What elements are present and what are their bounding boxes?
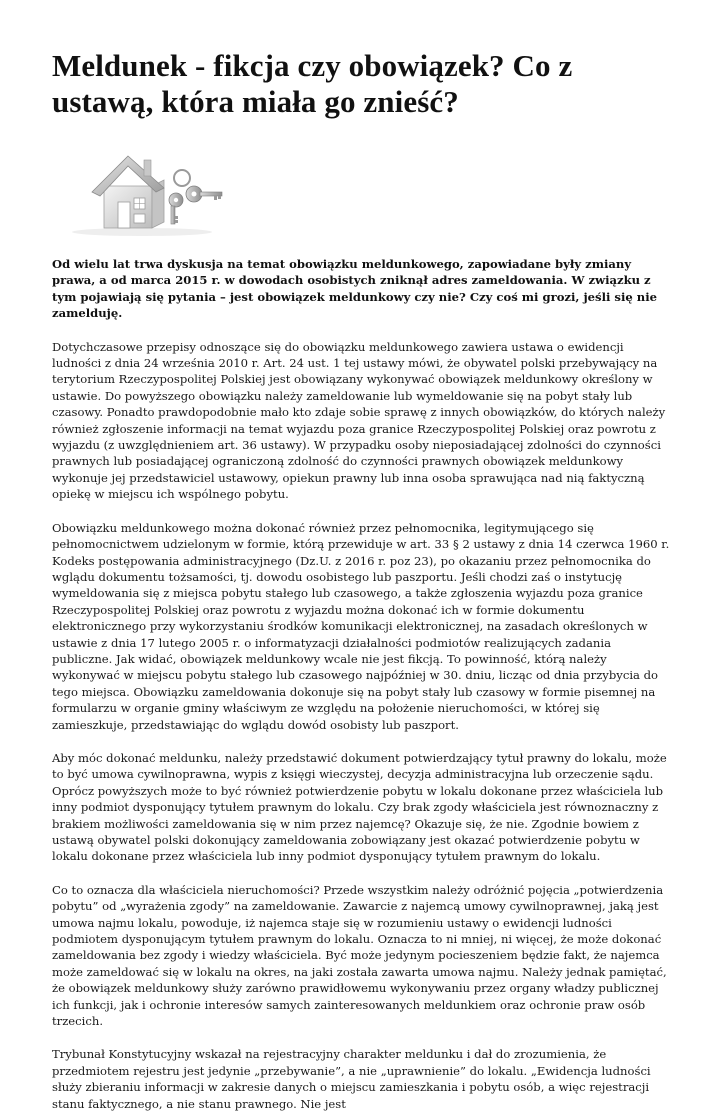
article-title: Meldunek - fikcja czy obowiązek? Co z ustawą, która miała go znieść?	[52, 48, 573, 119]
paragraph-1: Dotychczasowe przepisy odnoszące się do obowiązku meldunkowego zawiera ustawa o ewidencji ludności z dnia 24 września 2010 r. Art. 24 ust. 1 tej ustawy mówi, że obywatel polski przebywający na terytorium Rzeczypospolitej Polskiej jest obowiązany wykonywać obowiązek meldunkowy określony w ustawie. Do powyższego obowiązku należy zameldowanie lub wymeldowanie się na pobyt stały lub czasowy. Ponadto prawdopodobnie mało kto zdaje sobie sprawę z innych obowiązków, do których należy również zgłoszenie informacji na temat wyjazdu poza granice Rzeczypospolitej Polskiej oraz powrotu z wyjazdu (z uwzględnieniem art. 36 ustawy). W przypadku osoby nieposiadającej zdolności do czynności prawnych lub posiadającej ograniczoną zdolność do czynności prawnych obowiązek meldunkowy wykonuje jej przedstawiciel ustawowy, opiekun prawny lub inna osoba sprawująca nad nią faktyczną opiekę w miejscu ich wspólnego pobytu.	[52, 339, 666, 502]
article-lead: Od wielu lat trwa dyskusja na temat obowiązku meldunkowego, zapowiadane były zmiany prawa, a od marca 2015 r. w dowodach osobistych zniknął adres zameldowania. W związku z tym pojawiają się pytania – jest obowiązek meldunkowy czy nie? Czy coś mi grozi, jeśli się nie zamelduję.	[52, 257, 657, 321]
paragraph-4: Co to oznacza dla właściciela nieruchomości? Przede wszystkim należy odróżnić pojęcia „potwierdzenia pobytu” od „wyrażenia zgody” na zameldowanie. Zawarcie z najemcą umowy cywilnoprawnej, jaką jest umowa najmu lokalu, powoduje, iż najemca staje się w rozumieniu ustawy o ewidencji ludności podmiotem dysponującym tytułem prawnym do lokalu. Oznacza to ni mniej, ni więcej, że może dokonać zameldowania bez zgody i wiedzy właściciela. Być może jedynym pocieszeniem będzie fakt, że najemca może zameldować się w lokalu na okres, na jaki została zawarta umowa najmu. Należy jednak pamiętać, że obowiązek meldunkowy służy zarówno prawidłowemu wykonywaniu przez organy władzy publicznej ich funkcji, jak i ochronie interesów samych zainteresowanych meldunkiem oraz ochronie praw osób trzecich.	[52, 882, 667, 1029]
paragraph-2: Obowiązku meldunkowego można dokonać również przez pełnomocnika, legitymującego się pełnomocnictwem udzielonym w formie, którą przewiduje w art. 33 § 2 ustawy z dnia 14 czerwca 1960 r. Kodeks postępowania administracyjnego (Dz.U. z 2016 r. poz 23), po okazaniu przez pełnomocnika do wglądu dokumentu tożsamości, tj. dowodu osobistego lub paszportu. Jeśli chodzi zaś o instytucję wymeldowania się z miejsca pobytu stałego lub czasowego, a także zgłoszenia wyjazdu poza granice Rzeczypospolitej Polskiej oraz powrotu z wyjazdu można dokonać ich w formie dokumentu elektronicznego przy wykorzystaniu środków komunikacji elektronicznej, na zasadach określonych w ustawie z dnia 17 lutego 2005 r. o informatyzacji działalności podmiotów realizujących zadania publiczne. Jak widać, obowiązek meldunkowy wcale nie jest fikcją. To powinność, którą należy wykonywać w miejscu pobytu stałego lub czasowego najpóźniej w 30. dniu, licząc od dnia przybycia do tego miejsca. Obowiązku zameldowania dokonuje się na pobyt stały lub czasowy w formie pisemnej na formularzu w organie gminy właściwym ze względu na położenie nieruchomości, w której się zamieszkuje, przedstawiając do wglądu dowód osobisty lub paszport.	[52, 520, 670, 732]
paragraph-5: Trybunał Konstytucyjny wskazał na rejestracyjny charakter meldunku i dał do zrozumienia, że przedmiotem rejestru jest jedynie „przebywanie”, a nie „uprawnienie” do lokalu. „Ewidencja ludności służy zbieraniu informacji w zakresie danych o miejscu zamieszkania i pobytu osób, a więc rejestracji stanu faktycznego, a nie stanu prawnego. Nie jest	[52, 1047, 651, 1111]
paragraph-3: Aby móc dokonać meldunku, należy przedstawić dokument potwierdzający tytuł prawny do lokalu, może to być umowa cywilnoprawna, wypis z księgi wieczystej, decyzja administracyjna lub orzeczenie sądu. Oprócz powyższych może to być również potwierdzenie pobytu w lokalu dokonane przez właściciela lub inny podmiot dysponujący tytułem prawnym do lokalu. Czy brak zgody właściciela jest równoznaczny z brakiem możliwości zameldowania się w nim przez najemcę? Okazuje się, że nie. Zgodnie bowiem z ustawą obywatel polski dokonujący zameldowania zobowiązany jest okazać potwierdzenie pobytu w lokalu dokonane przez właściciela lub inny podmiot dysponujący tytułem prawnym do lokalu.	[52, 750, 667, 864]
article-image	[52, 142, 232, 238]
house-with-keys-icon	[52, 142, 232, 238]
